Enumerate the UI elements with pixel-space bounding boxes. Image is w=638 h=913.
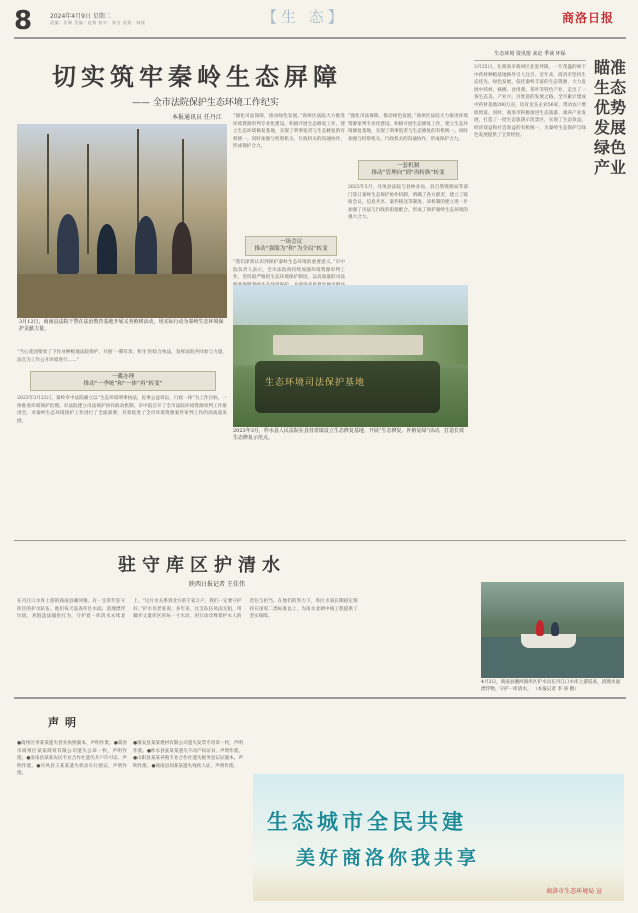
ad-sponsor: 商洛市生态环境局 宣 (546, 888, 602, 895)
editors-line: 责编：张琳 美编：赵倩 校对：崔洁 值班：韩磊 (50, 20, 146, 25)
caption-text: 4月2日，商南县湘河镇库区护水员在丹江口水库上游巡查，清理水面漂浮物，守护一库清水。 (481, 680, 621, 692)
masthead-rule (14, 37, 626, 39)
newspaper-logo: 商洛日报 (562, 11, 615, 25)
issue-date: 2024年4月9日 星期二 (50, 13, 111, 20)
article-byline: 本报通讯员 任丹江 (172, 114, 222, 121)
subsection-heading: 一套机制 推动“管理向”到“再转换”转变 (358, 160, 458, 180)
monument-stone: 生态环境司法保护基地 (255, 361, 440, 413)
article2-byline: 陕西日报记者 王佳伟 (189, 581, 245, 588)
section-divider (14, 540, 626, 541)
ad-slogan-line1: 生态城市全民共建 (267, 810, 467, 834)
ad-slogan-line2: 美好商洛你我共享 (296, 847, 481, 869)
patrol-boat-photo (481, 582, 624, 678)
photo-caption: 3月12日，商南县法院干警在法治教育基地开展义务植树活动，用实际行动为秦岭生态环境保护贡献力量。 (19, 319, 224, 332)
article-paragraph: “我们深刻认识到保护秦岭生态环境的重要意义。”市中院负责人表示，全市法院将持续加强环境资源审判工作，坚持最严格的生态环境保护制度，以高质量的司法 (233, 260, 345, 281)
subsection-heading: 一碟办理 推动“一季统”和“一体”再“转变” (30, 371, 216, 391)
notice-column: ●镇安县某某建材有限公司遗失发票专用章一枚，声明作废。●柞水县张某某遗失不动产权证书，声明作废。●山阳县某某养殖专业合作社遗失税务登记证副本，声明作废。●商南县刘某某遗失残疾人证，声明作废。 (133, 741, 243, 769)
notice-rule (14, 697, 626, 699)
article-paragraph: 2023年3月，丹凤县法院与县林业局、县自然资源局等部门签订秦岭生态保护协作机制，明确了各方职责，建立了联席会议、信息共享、案件移送等制度。该机制的建立进一步加强了司法与行政的衔接配合，形成了保护秦岭生态环境的强大合力。 (348, 185, 468, 221)
public-service-ad (253, 774, 624, 901)
section-title: 【生 态】 (262, 8, 347, 26)
article2-body: 在丹江口水库上游的商南县湘河镇，有一支常年驻守库区的护水队伍。他们每天巡查库区水面，清理漂浮垃圾，劝阻违法捕鱼行为，守护着一库清水永续北上。“这片水关系到北方的千家万户，我们一定要守护好。”护水员老张说。多年来，这支队伍风雨无阻，用脚步丈量库区的每一寸水岸，用行动诠释着护水人的责任与担当。在他们的努力下，库区水质长期稳定保持在国家二类标准以上，为南水北调中线工程提供了坚实保障。 (17, 599, 358, 620)
article2-headline: 驻守库区护清水 (118, 555, 286, 576)
article-paragraph: “强化司法保障，推动绿色发展。”商州区法院大力推进环境资源审判专业化建设，积极开展生态修复工作，建立生态环境修复基地，实现了刑事追责与生态修复的有机统一。同时加强与检察机关、行政机关的沟通协作，形成保护合力。 (233, 114, 345, 150)
photo-caption: 2023年3月，柞水县人民法院在县营盘镇设立生态修复基地，开展“生态修复、补植复绿”活动，打造长效生态修复示范点。 (233, 428, 465, 441)
notice-title: 声明 (48, 716, 82, 729)
photo-caption (481, 679, 624, 693)
article-paragraph: 2023年3月22日，秦岭市中法院确立以“生态环境刑事执法，民事公益诉讼，行政一体”为工作目标，一体推进环境保护治理。市法院建立司法保护协作联动机制，市中院召开了全市法院环境资源审判工作推进会，对秦岭生态环境保护工作进行了全面部署，有效促进了全市环境资源案件审判工作的高质量发展。 (17, 396, 227, 424)
article-headline: 切实筑牢秦岭生态屏障 (52, 63, 342, 91)
column-strip: 生态环境 资讯窗 来论 季谈 环保 (474, 50, 586, 61)
article-intro: “当心花园要放了下作业种植地法院保护，开展‘一碟有余，和生’的综合执法，发挥法院共同参与力量，法官为工作公开环境进行……” (17, 350, 227, 363)
notice-column: ●商州区李某某遗失营业执照副本，声明作废。●商洛市商州区某某商贸有限公司遗失公章一枚，声明作废。●洛南县某某农民专业合作社遗失开户许可证，声明作废。●丹凤县王某某遗失机动车行驶证，声明作废。 (17, 741, 127, 777)
article-subheadline: —— 全市法院保护生态环境工作纪实 (132, 98, 279, 108)
sidebar-vertical-headline: 瞄准生态优势 发展绿色产业 (593, 58, 626, 177)
article-paragraph: “强化司法保障，推动绿色发展。”商州区法院大力推进环境资源审判专业化建设，积极开展生态修复工作，建立生态环境修复基地，实现了刑事追责与生态修复的有机统一。同时加强与检察机关、行政机关的沟通协作，形成保护合力。 (348, 114, 468, 142)
tree-planting-photo (17, 124, 227, 318)
sidebar-article-body: 3月25日，在商洛市商州区北宽坪镇，一片茂盛的林下中药材种植基地格外引人注目。近年来，商洛市坚持生态优先、绿色发展，依托秦岭丰富的生态资源，大力发展中药材、核桃、食用菌、茶叶等特色产业，走出了一条生态美、产业兴、百姓富的发展之路。全市累计建成中药材基地280万亩，培育龙头企业56家，带动农户增收致富。同时，商洛市积极推进生态旅游、康养产业发展，打造了一批生态旅游示范景区，实现了生态效益、经济效益和社会效益的有机统一，为秦岭生态保护与绿色发展提供了宝贵经验。 (474, 65, 586, 139)
page-number: 8 (14, 6, 33, 36)
photo-credit: （本报记者 李 涛 摄） (533, 687, 579, 692)
subsection-heading: 一场会议 推动“强服为”和“为全局”转变 (245, 236, 337, 256)
